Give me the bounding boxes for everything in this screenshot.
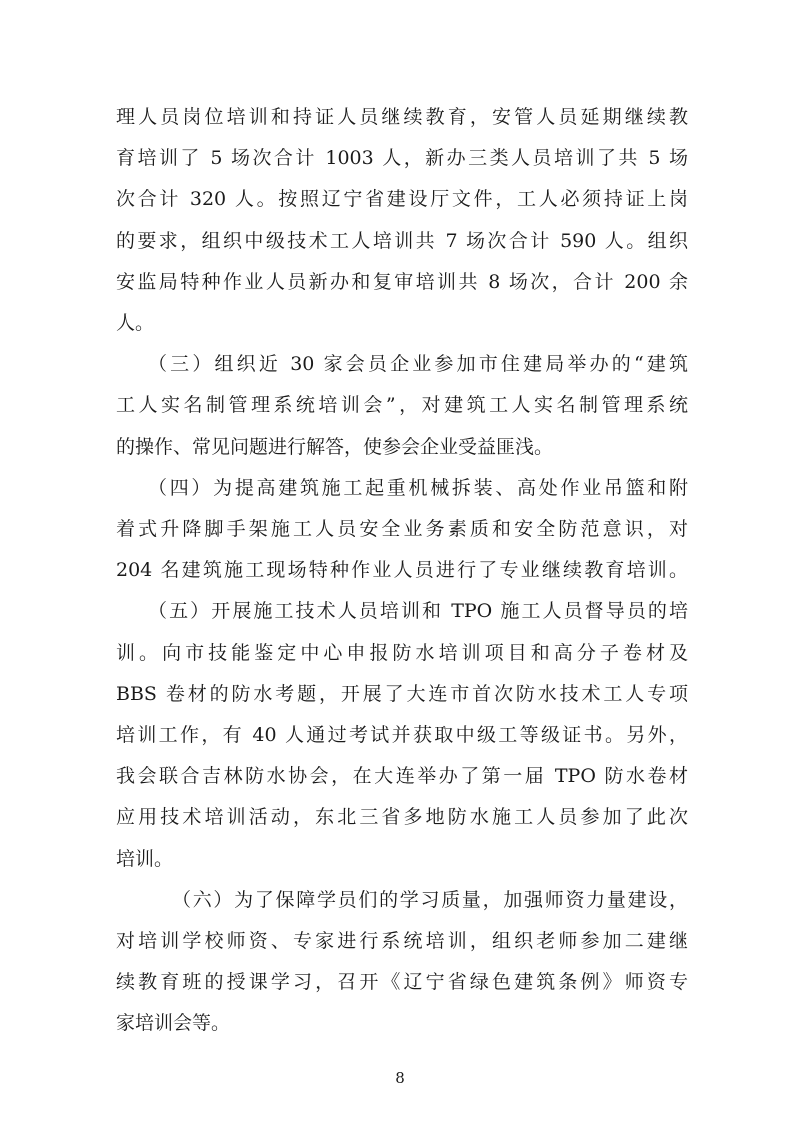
paragraph-line: 理人员岗位培训和持证人员继续教育，安管人员延期继续教 [116, 106, 688, 128]
paragraph-line: 204 名建筑施工现场特种作业人员进行了专业继续教育培训。 [116, 559, 688, 581]
paragraph-line: 应用技术培训活动，东北三省多地防水施工人员参加了此次 [116, 806, 688, 828]
paragraph-line: 家培训会等。 [116, 1012, 231, 1034]
paragraph-line: BBS 卷材的防水考题，开展了大连市首次防水技术工人专项 [116, 683, 688, 705]
paragraph-line: 安监局特种作业人员新办和复审培训共 8 场次，合计 200 余 [116, 271, 688, 293]
paragraph-line: 训。向市技能鉴定中心申报防水培训项目和高分子卷材及 [116, 642, 688, 664]
page-number: 8 [395, 1069, 405, 1087]
paragraph-line: 次合计 320 人。按照辽宁省建设厅文件，工人必须持证上岗 [116, 188, 688, 210]
paragraph-line: 培训工作，有 40 人通过考试并获取中级工等级证书。另外， [116, 724, 688, 746]
paragraph-line-section-3: （三）组织近 30 家会员企业参加市住建局举办的“建筑 [148, 353, 688, 375]
paragraph-line-section-5: （五）开展施工技术人员培训和 TPO 施工人员督导员的培 [148, 600, 688, 622]
paragraph-line-section-4: （四）为提高建筑施工起重机械拆装、高处作业吊篮和附 [148, 477, 688, 499]
paragraph-line: 我会联合吉林防水协会，在大连举办了第一届 TPO 防水卷材 [116, 765, 688, 787]
paragraph-line: 培训。 [116, 848, 174, 870]
paragraph-line: 着式升降脚手架施工人员安全业务素质和安全防范意识，对 [116, 518, 688, 540]
paragraph-line: 人。 [116, 312, 155, 334]
paragraph-line: 的操作、常见问题进行解答，使参会企业受益匪浅。 [116, 436, 554, 458]
paragraph-line: 的要求，组织中级技术工人培训共 7 场次合计 590 人。组织 [116, 230, 688, 252]
paragraph-line: 对培训学校师资、专家进行系统培训，组织老师参加二建继 [116, 930, 688, 952]
paragraph-line-section-6: （六）为了保障学员们的学习质量，加强师资力量建设， [172, 889, 688, 911]
paragraph-line: 工人实名制管理系统培训会”，对建筑工人实名制管理系统 [116, 394, 688, 416]
paragraph-line: 育培训了 5 场次合计 1003 人，新办三类人员培训了共 5 场 [116, 147, 688, 169]
paragraph-line: 续教育班的授课学习，召开《辽宁省绿色建筑条例》师资专 [116, 971, 688, 993]
